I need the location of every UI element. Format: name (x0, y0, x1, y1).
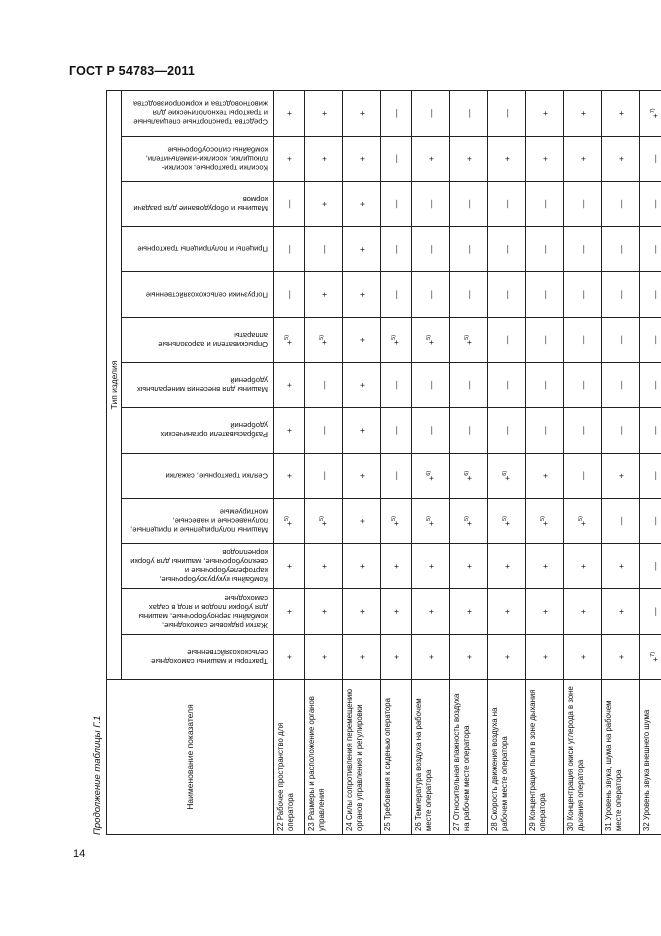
indicator-name: 28 Скорость движения воздуха на рабочем месте оператора (488, 680, 526, 835)
table-cell: — (640, 227, 661, 272)
column-header-label: Средства транспортные специальные и тракторы технологические для животноводства и кормопроизводства (132, 99, 268, 127)
name-column-header: Наименование показателя (107, 680, 274, 835)
table-cell: — (450, 408, 488, 453)
table-cell: — (305, 227, 343, 272)
table-row (343, 91, 381, 835)
column-header (122, 544, 274, 589)
column-header (122, 227, 274, 272)
table-cell: +$^{5)}$ (305, 498, 343, 543)
table-cell: + (488, 589, 526, 634)
table-cell: — (526, 181, 564, 226)
table-row (526, 91, 564, 835)
table-cell: + (450, 136, 488, 181)
page-number: 14 (73, 848, 86, 860)
table-cell: + (381, 634, 412, 679)
table-cell: + (564, 589, 602, 634)
table-cell: + (602, 634, 640, 679)
table-cell: +$^{5)}$ (450, 317, 488, 362)
table-cell: + (450, 544, 488, 589)
table-row (564, 91, 602, 835)
table-cell: — (640, 498, 661, 543)
table-cell: + (274, 408, 305, 453)
column-header-label: Погрузчики сельскохозяйственные (145, 290, 268, 300)
table-cell: — (381, 408, 412, 453)
table-cell: + (343, 181, 381, 226)
table-cell: — (602, 408, 640, 453)
table-cell: + (381, 544, 412, 589)
table-cell: + (602, 589, 640, 634)
table-cell: — (450, 91, 488, 137)
table-cell: — (305, 363, 343, 408)
table-cell: — (564, 181, 602, 226)
table-cell: — (526, 272, 564, 317)
table-cell: +$^{5)}$ (488, 498, 526, 543)
table-cell: — (602, 317, 640, 362)
column-header-label: Разбрасыватели органических удобрений (159, 421, 268, 440)
table-cell: — (602, 181, 640, 226)
table-cell: — (412, 272, 450, 317)
table-cell: + (526, 634, 564, 679)
table-cell: +$^{5)}$ (274, 317, 305, 362)
table-cell: + (602, 453, 640, 498)
table-cell: + (305, 634, 343, 679)
table-cell: — (488, 227, 526, 272)
table-cell: + (602, 136, 640, 181)
column-header (122, 408, 274, 453)
table-cell: — (305, 408, 343, 453)
table-cell: — (305, 453, 343, 498)
table-cell: — (381, 453, 412, 498)
column-header (122, 453, 274, 498)
column-header-label: Прицепы и полуприцепы тракторные (136, 244, 268, 254)
table-cell: + (305, 544, 343, 589)
indicator-name: 26 Температура воздуха на рабочем месте оператора (412, 680, 450, 835)
column-header-label: Машины и оборудование для раздачи кормов (132, 195, 268, 214)
table-cell: — (526, 408, 564, 453)
document-header: ГОСТ Р 54783—2011 (69, 64, 196, 78)
indicator-name: 31 Уровень звука, шума на рабочем месте оператора (602, 680, 640, 835)
column-header (122, 272, 274, 317)
table-cell: — (488, 91, 526, 137)
table-cell: + (305, 272, 343, 317)
table-cell: — (564, 453, 602, 498)
table-row (412, 91, 450, 835)
table-row (305, 91, 343, 835)
table-cell: + (343, 634, 381, 679)
table-cell: + (412, 634, 450, 679)
table-cell: + (305, 589, 343, 634)
table-row (450, 91, 488, 835)
table-cell: — (602, 227, 640, 272)
column-header (122, 181, 274, 226)
table-row (488, 91, 526, 835)
table-cell: +$^{6)}$ (450, 453, 488, 498)
table-cell: — (526, 317, 564, 362)
table-cell: +$^{5)}$ (381, 317, 412, 362)
table-cell: +$^{6)}$ (412, 453, 450, 498)
table-cell: + (564, 136, 602, 181)
table-cell: + (343, 136, 381, 181)
table-cell: — (450, 227, 488, 272)
table-cell: + (488, 136, 526, 181)
column-header-label: Опрыскиватели и аэрозольные аппараты (157, 330, 268, 349)
column-header (122, 91, 274, 137)
indicator-name: 27 Относительная влажность воздуха на рабочем месте оператора (450, 680, 488, 835)
table-cell: + (526, 136, 564, 181)
table-cell: — (488, 317, 526, 362)
table-row (381, 91, 412, 835)
table-cell: +$^{5)}$ (381, 498, 412, 543)
table-cell: + (305, 181, 343, 226)
table-cell: + (381, 589, 412, 634)
table-cell: + (274, 91, 305, 137)
table-cell: — (412, 181, 450, 226)
table-cell: + (564, 634, 602, 679)
column-header (122, 136, 274, 181)
table-cell: + (526, 453, 564, 498)
column-header-label: Машины полуприцепные и прицепные, полунавесные и навесные, монтируемые (129, 507, 268, 535)
table-cell: — (381, 136, 412, 181)
table-cell: — (564, 363, 602, 408)
table-cell: +$^{7)}$ (640, 634, 661, 679)
table-cell: + (488, 634, 526, 679)
column-header-label: Тракторы и машины самоходные сельскохозяйственные (150, 647, 268, 666)
column-header (122, 498, 274, 543)
table-cell: — (412, 363, 450, 408)
column-header (122, 589, 274, 634)
table-cell: — (381, 363, 412, 408)
table-row (640, 91, 661, 835)
indicator-name: 23 Размеры и расположение органов управления (305, 680, 343, 835)
table-cell: — (640, 136, 661, 181)
table-cell: + (450, 634, 488, 679)
table-cell: +$^{5)}$ (526, 498, 564, 543)
table-cell: — (488, 272, 526, 317)
table-cell: — (640, 317, 661, 362)
table-cell: — (450, 363, 488, 408)
table-cell: +$^{5)}$ (305, 317, 343, 362)
table-cell: + (343, 408, 381, 453)
table-cell: — (412, 227, 450, 272)
table-cell: +$^{6)}$ (488, 453, 526, 498)
table-cell: — (564, 272, 602, 317)
indicator-name: 24 Силы сопротивления перемещению органов управления и регулировки (343, 680, 381, 835)
table-cell: + (343, 453, 381, 498)
table-cell: + (526, 544, 564, 589)
table-cell: — (450, 181, 488, 226)
table-cell: + (274, 544, 305, 589)
table-cell: + (343, 363, 381, 408)
table-cell: — (640, 408, 661, 453)
indicator-name: 29 Концентрация пыли в зоне дыхания оператора (526, 680, 564, 835)
table-cell: +$^{5)}$ (412, 317, 450, 362)
column-header (122, 363, 274, 408)
table-cell: — (640, 181, 661, 226)
table-cell: — (274, 227, 305, 272)
table-cell: — (640, 363, 661, 408)
table-cell: + (602, 544, 640, 589)
table-cell: + (343, 272, 381, 317)
indicator-name: 30 Концентрация окиси углерода в зоне дыхания оператора (564, 680, 602, 835)
column-header-label: Жатки рядковые самоходные, комбайны зерноуборочные, машины для уборки плодов и ягод в садах самоходные (137, 593, 268, 630)
product-type-header: Тип изделия (107, 91, 122, 680)
table-row (274, 91, 305, 835)
table-cell: — (381, 227, 412, 272)
column-header-label: Сеялки тракторные, сажалки (164, 471, 268, 481)
table-cell: + (343, 544, 381, 589)
table-cell: + (274, 589, 305, 634)
table-cell: + (412, 589, 450, 634)
indicator-name: 25 Требования к сиденью оператора (381, 680, 412, 835)
table-cell: — (488, 181, 526, 226)
table-cell: +$^{5)}$ (564, 498, 602, 543)
table-cell: — (381, 272, 412, 317)
table-cell: +$^{5)}$ (450, 498, 488, 543)
table-cell: + (602, 91, 640, 137)
table-cell: — (381, 91, 412, 137)
rotated-table-area (90, 90, 660, 835)
table-cell: — (564, 317, 602, 362)
column-header-label: Косилки тракторные, косилки-плющилки, косилки-измельчители, комбайны силосоуборочные (145, 145, 268, 173)
table-cell: — (640, 453, 661, 498)
table-cell: + (488, 544, 526, 589)
table-cell: — (412, 91, 450, 137)
table-cell: — (526, 227, 564, 272)
indicator-table (106, 90, 661, 835)
table-cell: + (450, 589, 488, 634)
table-cell: — (381, 181, 412, 226)
table-cell: — (640, 544, 661, 589)
table-cell: + (343, 589, 381, 634)
table-cell: + (564, 91, 602, 137)
table-cell: + (343, 227, 381, 272)
table-cell: + (526, 589, 564, 634)
table-cell: + (412, 136, 450, 181)
table-cell: + (305, 91, 343, 137)
table-caption: Продолжение таблицы Г.1 (92, 715, 103, 835)
table-cell: +$^{5)}$ (274, 498, 305, 543)
table-cell: — (640, 589, 661, 634)
table-cell: — (526, 363, 564, 408)
table-cell: + (564, 544, 602, 589)
column-header-label: Машины для внесения минеральных удобрений (136, 376, 268, 395)
column-header (122, 317, 274, 362)
table-cell: — (274, 272, 305, 317)
table-row (602, 91, 640, 835)
table-cell: + (274, 453, 305, 498)
table-cell: + (343, 91, 381, 137)
table-cell: — (450, 272, 488, 317)
column-header-label: Комбайны кукурузоуборочные, картофелеуборочные и свеклоуборочные, машины для уборки корнеплодов (129, 548, 268, 585)
table-cell: + (274, 363, 305, 408)
table-cell: + (274, 634, 305, 679)
table-cell: — (274, 181, 305, 226)
indicator-name: 32 Уровень звука внешнего шума (640, 680, 661, 835)
table-cell: +$^{5)}$ (412, 498, 450, 543)
table-cell: — (564, 227, 602, 272)
table-cell: — (488, 363, 526, 408)
table-cell: + (274, 136, 305, 181)
table-cell: + (343, 498, 381, 543)
table-cell: — (412, 408, 450, 453)
table-cell: — (602, 272, 640, 317)
table-cell: — (564, 408, 602, 453)
table-cell: + (526, 91, 564, 137)
column-header (122, 634, 274, 679)
table-cell: + (343, 317, 381, 362)
table-cell: + (305, 136, 343, 181)
table-cell: — (602, 363, 640, 408)
table-cell: + (412, 544, 450, 589)
table-cell: — (488, 408, 526, 453)
table-cell: — (640, 272, 661, 317)
table-cell: +$^{7)}$ (640, 91, 661, 137)
table-cell: — (602, 498, 640, 543)
indicator-name: 22 Рабочее пространство для оператора (274, 680, 305, 835)
